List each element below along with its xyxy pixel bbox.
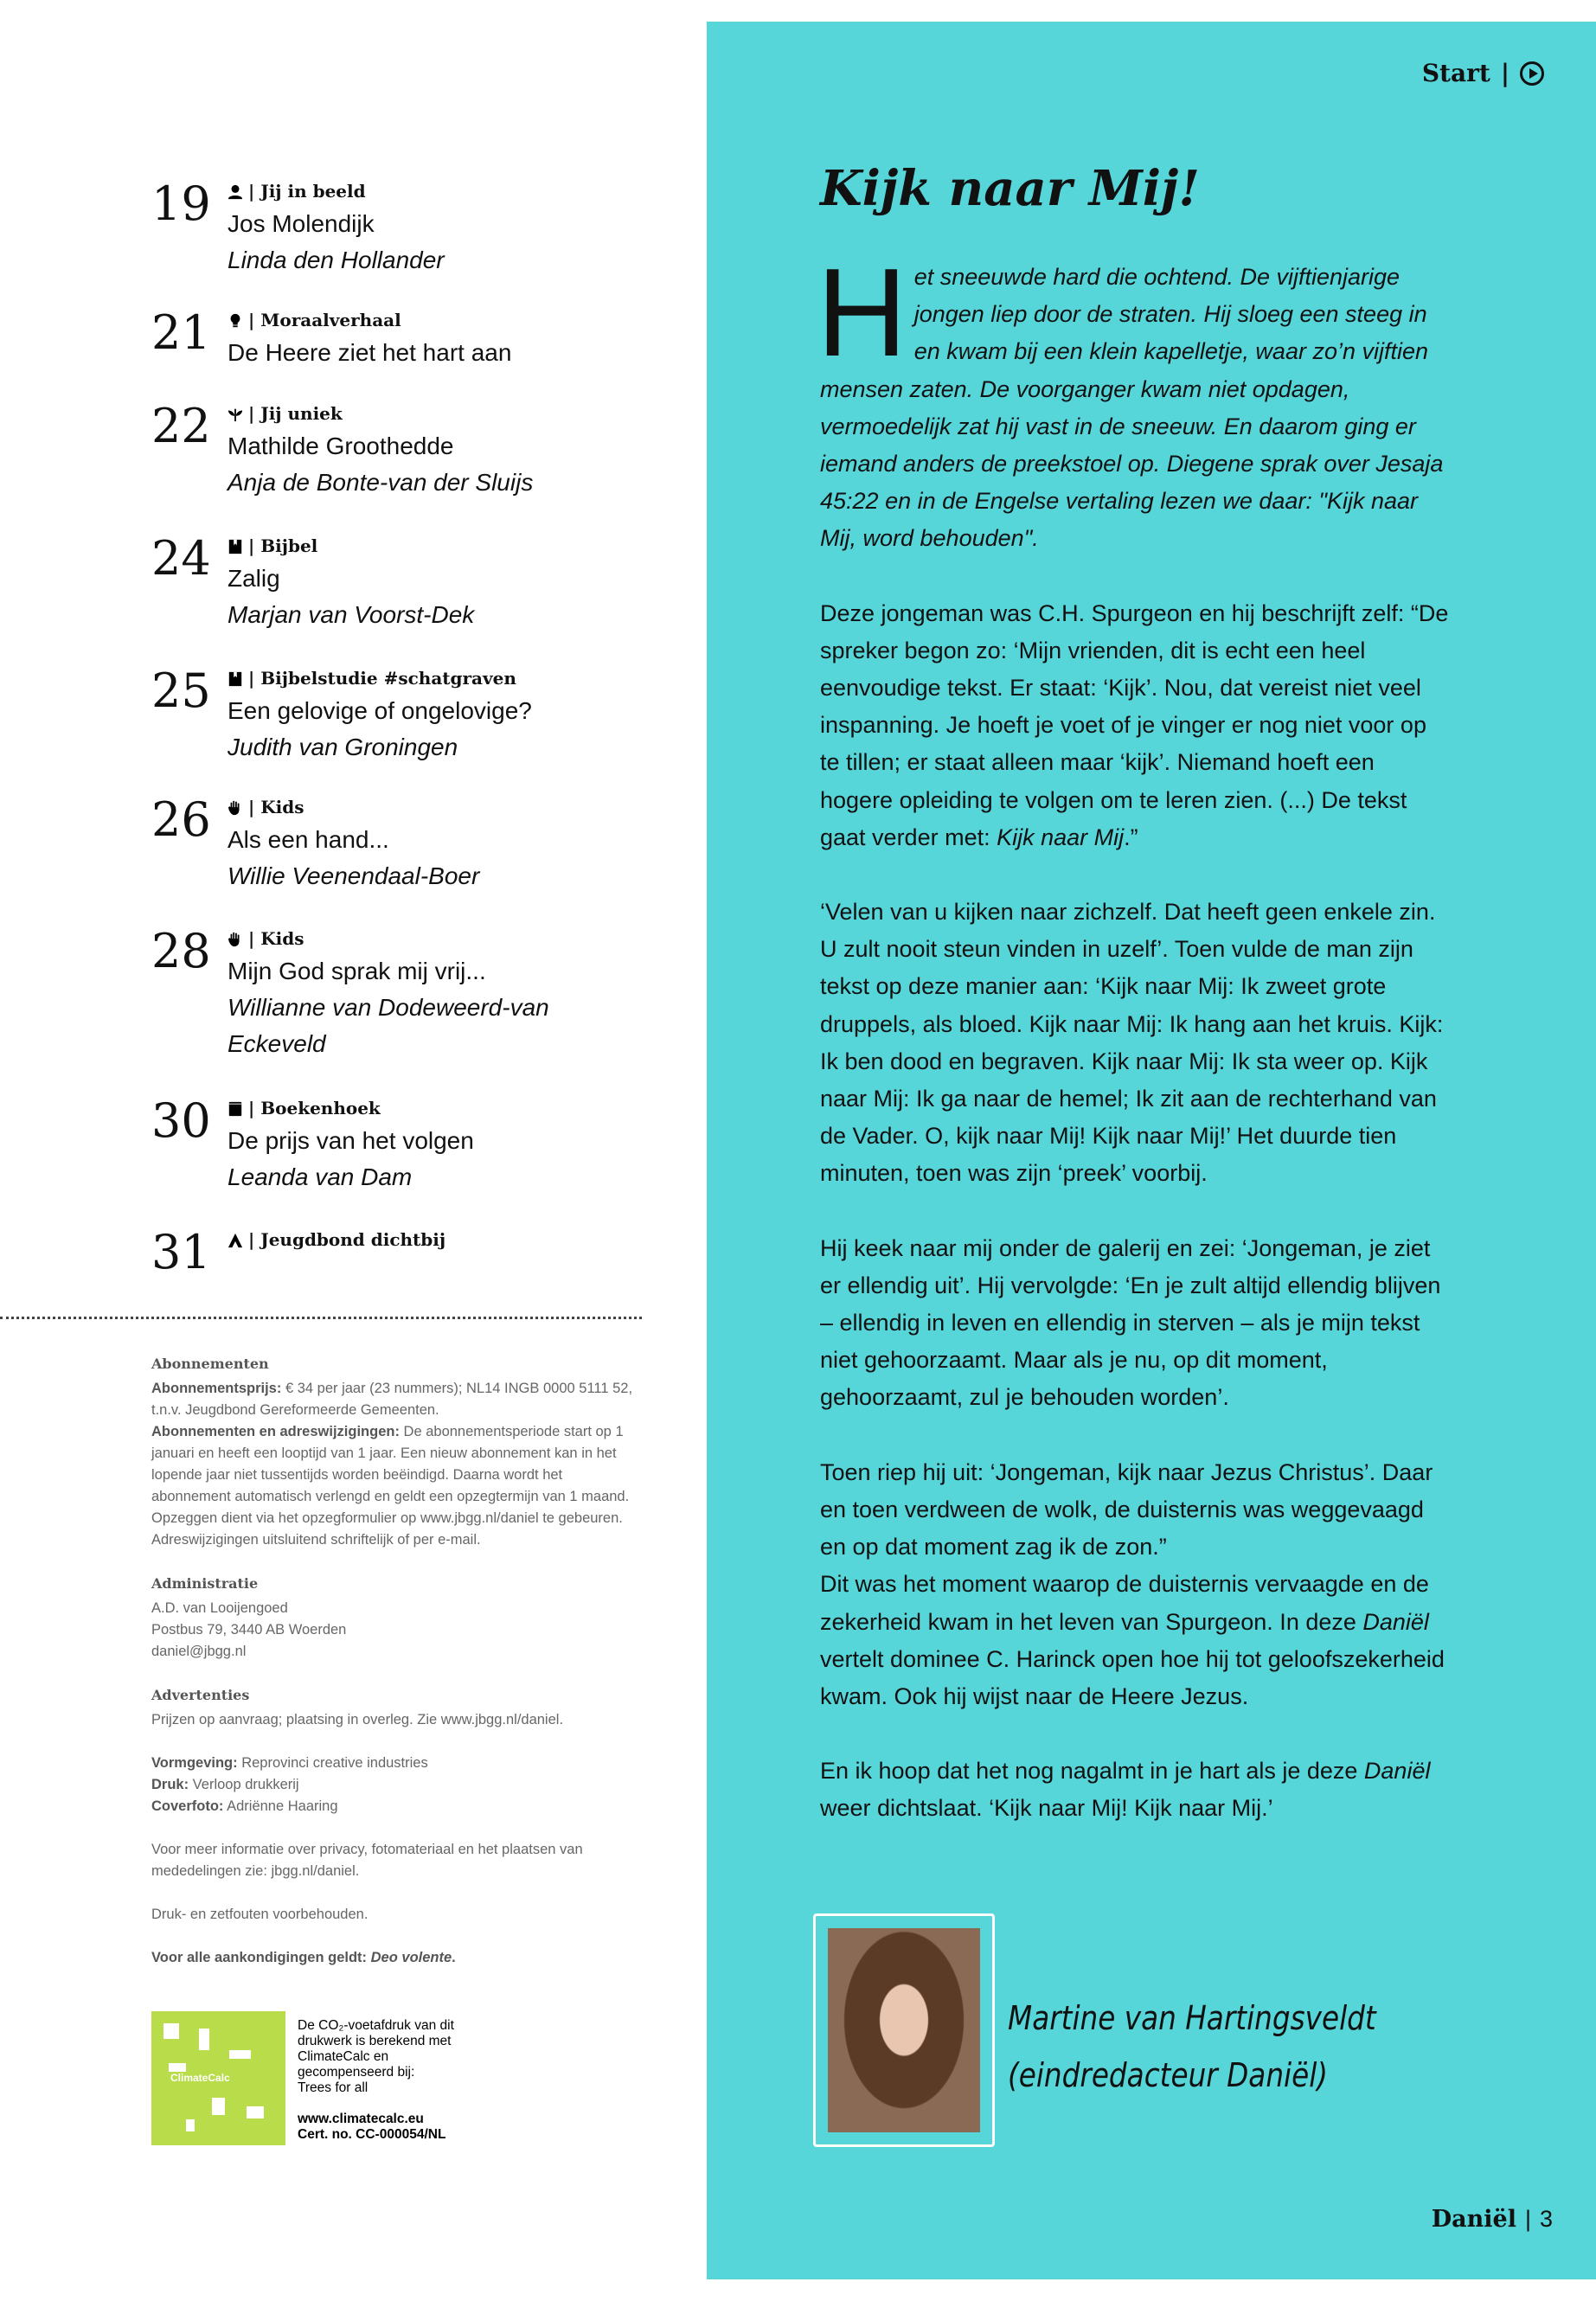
toc-category-label: | Bijbelstudie #schatgraven bbox=[248, 668, 516, 689]
toc-title: Jos Molendijk bbox=[228, 210, 375, 237]
paragraph bbox=[820, 595, 1452, 856]
toc-title: Mijn God sprak mij vrij... bbox=[228, 958, 486, 984]
toc-page-number: 28 bbox=[151, 924, 211, 978]
signature-name: Martine van Hartingsveldt bbox=[1008, 1999, 1376, 2037]
toc-category bbox=[228, 924, 608, 953]
toc-category-label: | Jeugdbond dichtbij bbox=[248, 1229, 446, 1250]
advertenties-heading: Advertenties bbox=[151, 1687, 250, 1703]
toc-title: Als een hand... bbox=[228, 826, 389, 853]
climate-line: De CO₂-voetafdruk van dit bbox=[298, 2018, 454, 2033]
vormgeving-text: Reprovinci creative industries bbox=[237, 1755, 428, 1771]
admin-name: A.D. van Looijengoed bbox=[151, 1600, 288, 1616]
intro-text: et sneeuwde hard die ochtend. De vijftienjarige jongen liep door de straten. Hij sloeg een steeg in en kwam bij een klein kapelletje, waar zo’n vijftien mensen zaten. De voorganger kwam niet opdagen, vermoedelijk zat hij vast in de sneeuw. En daarom ging er iemand anders de preekstoel op. Diegene sprak over Jesaja 45:22 en in de Engelse vertaling lezen we daar: "Kijk naar Mij, word behouden". bbox=[820, 264, 1444, 552]
prijs-label: Abonnementsprijs: bbox=[151, 1381, 282, 1396]
toc-page-number: 21 bbox=[151, 305, 211, 360]
toc-category-label: | Kids bbox=[248, 928, 304, 949]
editorial-article bbox=[817, 160, 1452, 1865]
page-number: 3 bbox=[1539, 2206, 1553, 2232]
toc-author: Willianne van Dodeweerd-van Eckeveld bbox=[228, 994, 549, 1057]
toc-author: Leanda van Dam bbox=[228, 1163, 413, 1190]
toc-category bbox=[228, 663, 608, 693]
paragraph-text: En ik hoop dat het nog nagalmt in je hart als je deze bbox=[820, 1758, 1364, 1785]
vormgeving-label: Vormgeving: bbox=[151, 1755, 238, 1771]
advertenties-text: Prijzen op aanvraag; plaatsing in overleg. Zie www.jbgg.nl/daniel. bbox=[151, 1712, 564, 1727]
climate-line: drukwerk is berekend met bbox=[298, 2034, 452, 2048]
toc-category-label: | Bijbel bbox=[248, 535, 318, 556]
climate-text bbox=[298, 2011, 454, 2145]
climate-cert: Cert. no. CC-000054/NL bbox=[298, 2127, 446, 2142]
start-nav[interactable] bbox=[1422, 59, 1544, 87]
deo-text: Deo volente bbox=[370, 1950, 452, 1965]
paragraph-text: .” bbox=[1124, 824, 1138, 850]
admin-address: Postbus 79, 3440 AB Woerden bbox=[151, 1622, 347, 1638]
toc-page-number: 31 bbox=[151, 1225, 211, 1279]
mountain-icon bbox=[228, 1232, 243, 1247]
coverfoto-label: Coverfoto: bbox=[151, 1798, 224, 1814]
coverfoto-text: Adriënne Haaring bbox=[223, 1798, 338, 1814]
privacy-text: Voor meer informatie over privacy, fotomateriaal en het plaatsen van mededelingen zie: jbgg.nl/daniel. bbox=[151, 1842, 583, 1879]
fouten-text: Druk- en zetfouten voorbehouden. bbox=[151, 1907, 369, 1922]
toc-category bbox=[228, 176, 608, 206]
signature bbox=[1008, 1990, 1376, 2104]
climate-line: gecompenseerd bij: bbox=[298, 2065, 415, 2080]
qr-logo: ClimateCalc bbox=[170, 2072, 230, 2084]
administratie-heading: Administratie bbox=[151, 1575, 259, 1592]
paragraph bbox=[820, 1753, 1452, 1827]
toc-page-number: 26 bbox=[151, 792, 211, 847]
author-photo-frame bbox=[813, 1913, 995, 2147]
dotted-divider bbox=[0, 1317, 642, 1319]
paragraph-text: vertelt dominee C. Harinck open hoe hij tot geloofszekerheid kwam. Ook hij wijst naar de Heere Jezus. bbox=[820, 1645, 1445, 1709]
colophon: Abonnementen Abonnementsprijs: € 34 per jaar (23 nummers); NL14 INGB 0000 5111 52, t.n.v. Jeugdbond Gereformeerde Gemeenten. Abonnementen en adreswijzigingen: De abonnementsperiode start op 1 januari en heeft een looptijd van 1 jaar. Een nieuw abonnement kan in het lopende jaar niet tussentijds worden beëindigd. Daarna wordt het abonnement automatisch verlengd en geldt een opzegtermijn van 1 maand. Opzeggen dient via het opzegformulier op www.jbgg.nl/daniel te gebeuren. Adreswijzigingen uitsluitend schriftelijk of per e-mail. Administratie A.D. van Looijengoed Postbus 79, 3440 AB Woerden daniel@jbgg.nl Advertenties Prijzen op aanvraag; plaatsing in overleg. Zie www.jbgg.nl/daniel. Vormgeving: Reprovinci creative industries Druk: Verloop drukkerij Coverfoto: Adriënne Haaring Voor meer informatie over privacy, fotomateriaal en het plaatsen van mededelingen zie: jbgg.nl/daniel. Druk- en zetfouten voorbehouden. Voor alle aankondigingen geldt: Deo volente. bbox=[151, 1353, 644, 1990]
footer-brand: Daniël bbox=[1431, 2206, 1516, 2233]
paragraph-text: Deze jongeman was C.H. Spurgeon en hij beschrijft zelf: “De spreker begon zo: ‘Mijn vrienden, dit is echt een heel eenvoudige tekst. Er staat: ‘Kijk’. Nou, dat vereist niet veel inspanning. Je hoeft je voet of je vinger er nog niet voor op te tillen; er staat alleen maar ‘kijk’. Niemand hoeft een hogere opleiding te volgen om te leren zien. (...) De tekst gaat verder met: bbox=[820, 599, 1449, 850]
climate-line: Trees for all bbox=[298, 2080, 369, 2095]
druk-label: Druk: bbox=[151, 1777, 189, 1792]
toc-page-number: 25 bbox=[151, 663, 211, 718]
toc-page-number: 30 bbox=[151, 1093, 211, 1148]
toc-author: Marjan van Voorst-Dek bbox=[228, 601, 475, 628]
book-icon bbox=[228, 1100, 243, 1116]
nav-separator: | bbox=[1500, 59, 1509, 87]
plant-icon bbox=[228, 406, 243, 421]
toc-page-number: 24 bbox=[151, 531, 211, 586]
hand-icon bbox=[228, 799, 243, 815]
toc-author: Willie Veenendaal-Boer bbox=[228, 862, 480, 889]
intro-paragraph bbox=[817, 242, 1452, 558]
toc-title: Een gelovige of ongelovige? bbox=[228, 697, 532, 724]
paragraph-italic: Daniël bbox=[1362, 1608, 1429, 1635]
start-link[interactable]: Start bbox=[1421, 59, 1490, 87]
climatecalc-block bbox=[151, 2011, 454, 2145]
page-footer bbox=[1432, 2206, 1553, 2233]
toc-title: De prijs van het volgen bbox=[228, 1127, 474, 1154]
paragraph-italic: Kijk naar Mij bbox=[997, 824, 1125, 850]
paragraph-text: weer dichtslaat. ‘Kijk naar Mij! Kijk naar Mij.’ bbox=[820, 1795, 1273, 1822]
toc-category bbox=[228, 305, 608, 335]
toc-title: De Heere ziet het hart aan bbox=[228, 339, 512, 366]
toc-author: Anja de Bonte-van der Sluijs bbox=[228, 469, 534, 496]
toc-page-number: 19 bbox=[151, 176, 211, 231]
author-photo bbox=[828, 1928, 980, 2132]
toc-category-label: | Moraalverhaal bbox=[248, 310, 401, 330]
druk-text: Verloop drukkerij bbox=[189, 1777, 299, 1792]
climate-line: ClimateCalc en bbox=[298, 2049, 389, 2064]
toc-category-label: | Jij in beeld bbox=[248, 181, 366, 202]
paragraph-text: Toen riep hij uit: ‘Jongeman, kijk naar Jezus Christus’. Daar en toen verdween de wolk, de duisternis was weggevaagd en op dat moment zag ik de zon.” bbox=[820, 1458, 1433, 1561]
toc-author: Linda den Hollander bbox=[228, 247, 445, 273]
prijs-text: € 34 per jaar (23 nummers); NL14 INGB 0000 5111 52, t.n.v. Jeugdbond Gereformeerde Gemeenten. bbox=[151, 1381, 633, 1418]
play-circle-icon[interactable] bbox=[1520, 61, 1544, 86]
signature-role: (eindredacteur Daniël) bbox=[1008, 2056, 1329, 2094]
paragraph-italic: Daniël bbox=[1363, 1758, 1431, 1785]
toc-category bbox=[228, 1093, 608, 1123]
toc-title: Mathilde Groothedde bbox=[228, 433, 454, 459]
toc-category-label: | Kids bbox=[248, 797, 304, 817]
toc-category bbox=[228, 792, 608, 822]
bible-icon bbox=[228, 538, 243, 554]
climate-url[interactable]: www.climatecalc.eu bbox=[298, 2112, 424, 2126]
toc-category bbox=[228, 399, 608, 428]
toc-category-label: | Boekenhoek bbox=[248, 1098, 381, 1118]
toc-page-number: 22 bbox=[151, 399, 211, 453]
footer-separator: | bbox=[1524, 2206, 1531, 2232]
person-icon bbox=[228, 183, 243, 199]
toc-author: Judith van Groningen bbox=[228, 734, 458, 760]
toc-category-label: | Jij uniek bbox=[248, 403, 343, 424]
toc-category bbox=[228, 1225, 608, 1254]
admin-email[interactable]: daniel@jbgg.nl bbox=[151, 1644, 247, 1659]
toc-title: Zalig bbox=[228, 565, 280, 592]
toc-category bbox=[228, 531, 608, 561]
article-title: Kijk naar Mij! bbox=[820, 160, 1200, 217]
adres-label: Abonnementen en adreswijzigingen: bbox=[151, 1424, 400, 1439]
bible-icon bbox=[228, 670, 243, 686]
adres-text: De abonnementsperiode start op 1 januari en heeft een looptijd van 1 jaar. Een nieuw abonnement kan in het lopende jaar niet tussentijds worden beëindigd. Daarna wordt het abonnement automatisch verlengd en geldt een opzegtermijn van 1 maand. Opzeggen dient via het opzegformulier op www.jbgg.nl/daniel te gebeuren. Adreswijzigingen uitsluitend schriftelijk of per e-mail. bbox=[151, 1424, 630, 1548]
paragraph: ‘Velen van u kijken naar zichzelf. Dat heeft geen enkele zin. U zult nooit steun vinden in uzelf’. Toen vulde de man zijn tekst op deze manier aan: ‘Kijk naar Mij: Ik zweet grote druppels, als bloed. Kijk naar Mij: Ik hang aan het kruis. Kijk: Ik ben dood en begraven. Kijk naar Mij: Ik sta weer op. Kijk naar Mij: Ik ga naar de hemel; Ik zit aan de rechterhand van de Vader. O, kijk naar Mij! Kijk naar Mij!’ Het duurde tien minuten, toen was zijn ‘preek’ voorbij. bbox=[820, 899, 1444, 1187]
paragraph: Hij keek naar mij onder de galerij en zei: ‘Jongeman, je ziet er ellendig uit’. Hij vervolgde: ‘En je zult altijd ellendig blijven – ellendig in leven en ellendig in sterven – als je mijn tekst niet gehoorzaamt. Maar als je nu, op dit moment, gehoorzaamt, zul je behouden worden’. bbox=[820, 1234, 1441, 1411]
drop-cap: H bbox=[817, 242, 907, 382]
abonnementen-heading: Abonnementen bbox=[151, 1356, 269, 1372]
deo-label: Voor alle aankondigingen geldt: bbox=[151, 1950, 371, 1965]
qr-code[interactable] bbox=[151, 2011, 285, 2145]
hand-icon bbox=[228, 931, 243, 946]
lightbulb-icon bbox=[228, 312, 243, 328]
paragraph-text: Dit was het moment waarop de duisternis vervaagde en de zekerheid kwam in het leven van Spurgeon. In deze bbox=[820, 1571, 1429, 1635]
paragraph bbox=[820, 1454, 1452, 1715]
